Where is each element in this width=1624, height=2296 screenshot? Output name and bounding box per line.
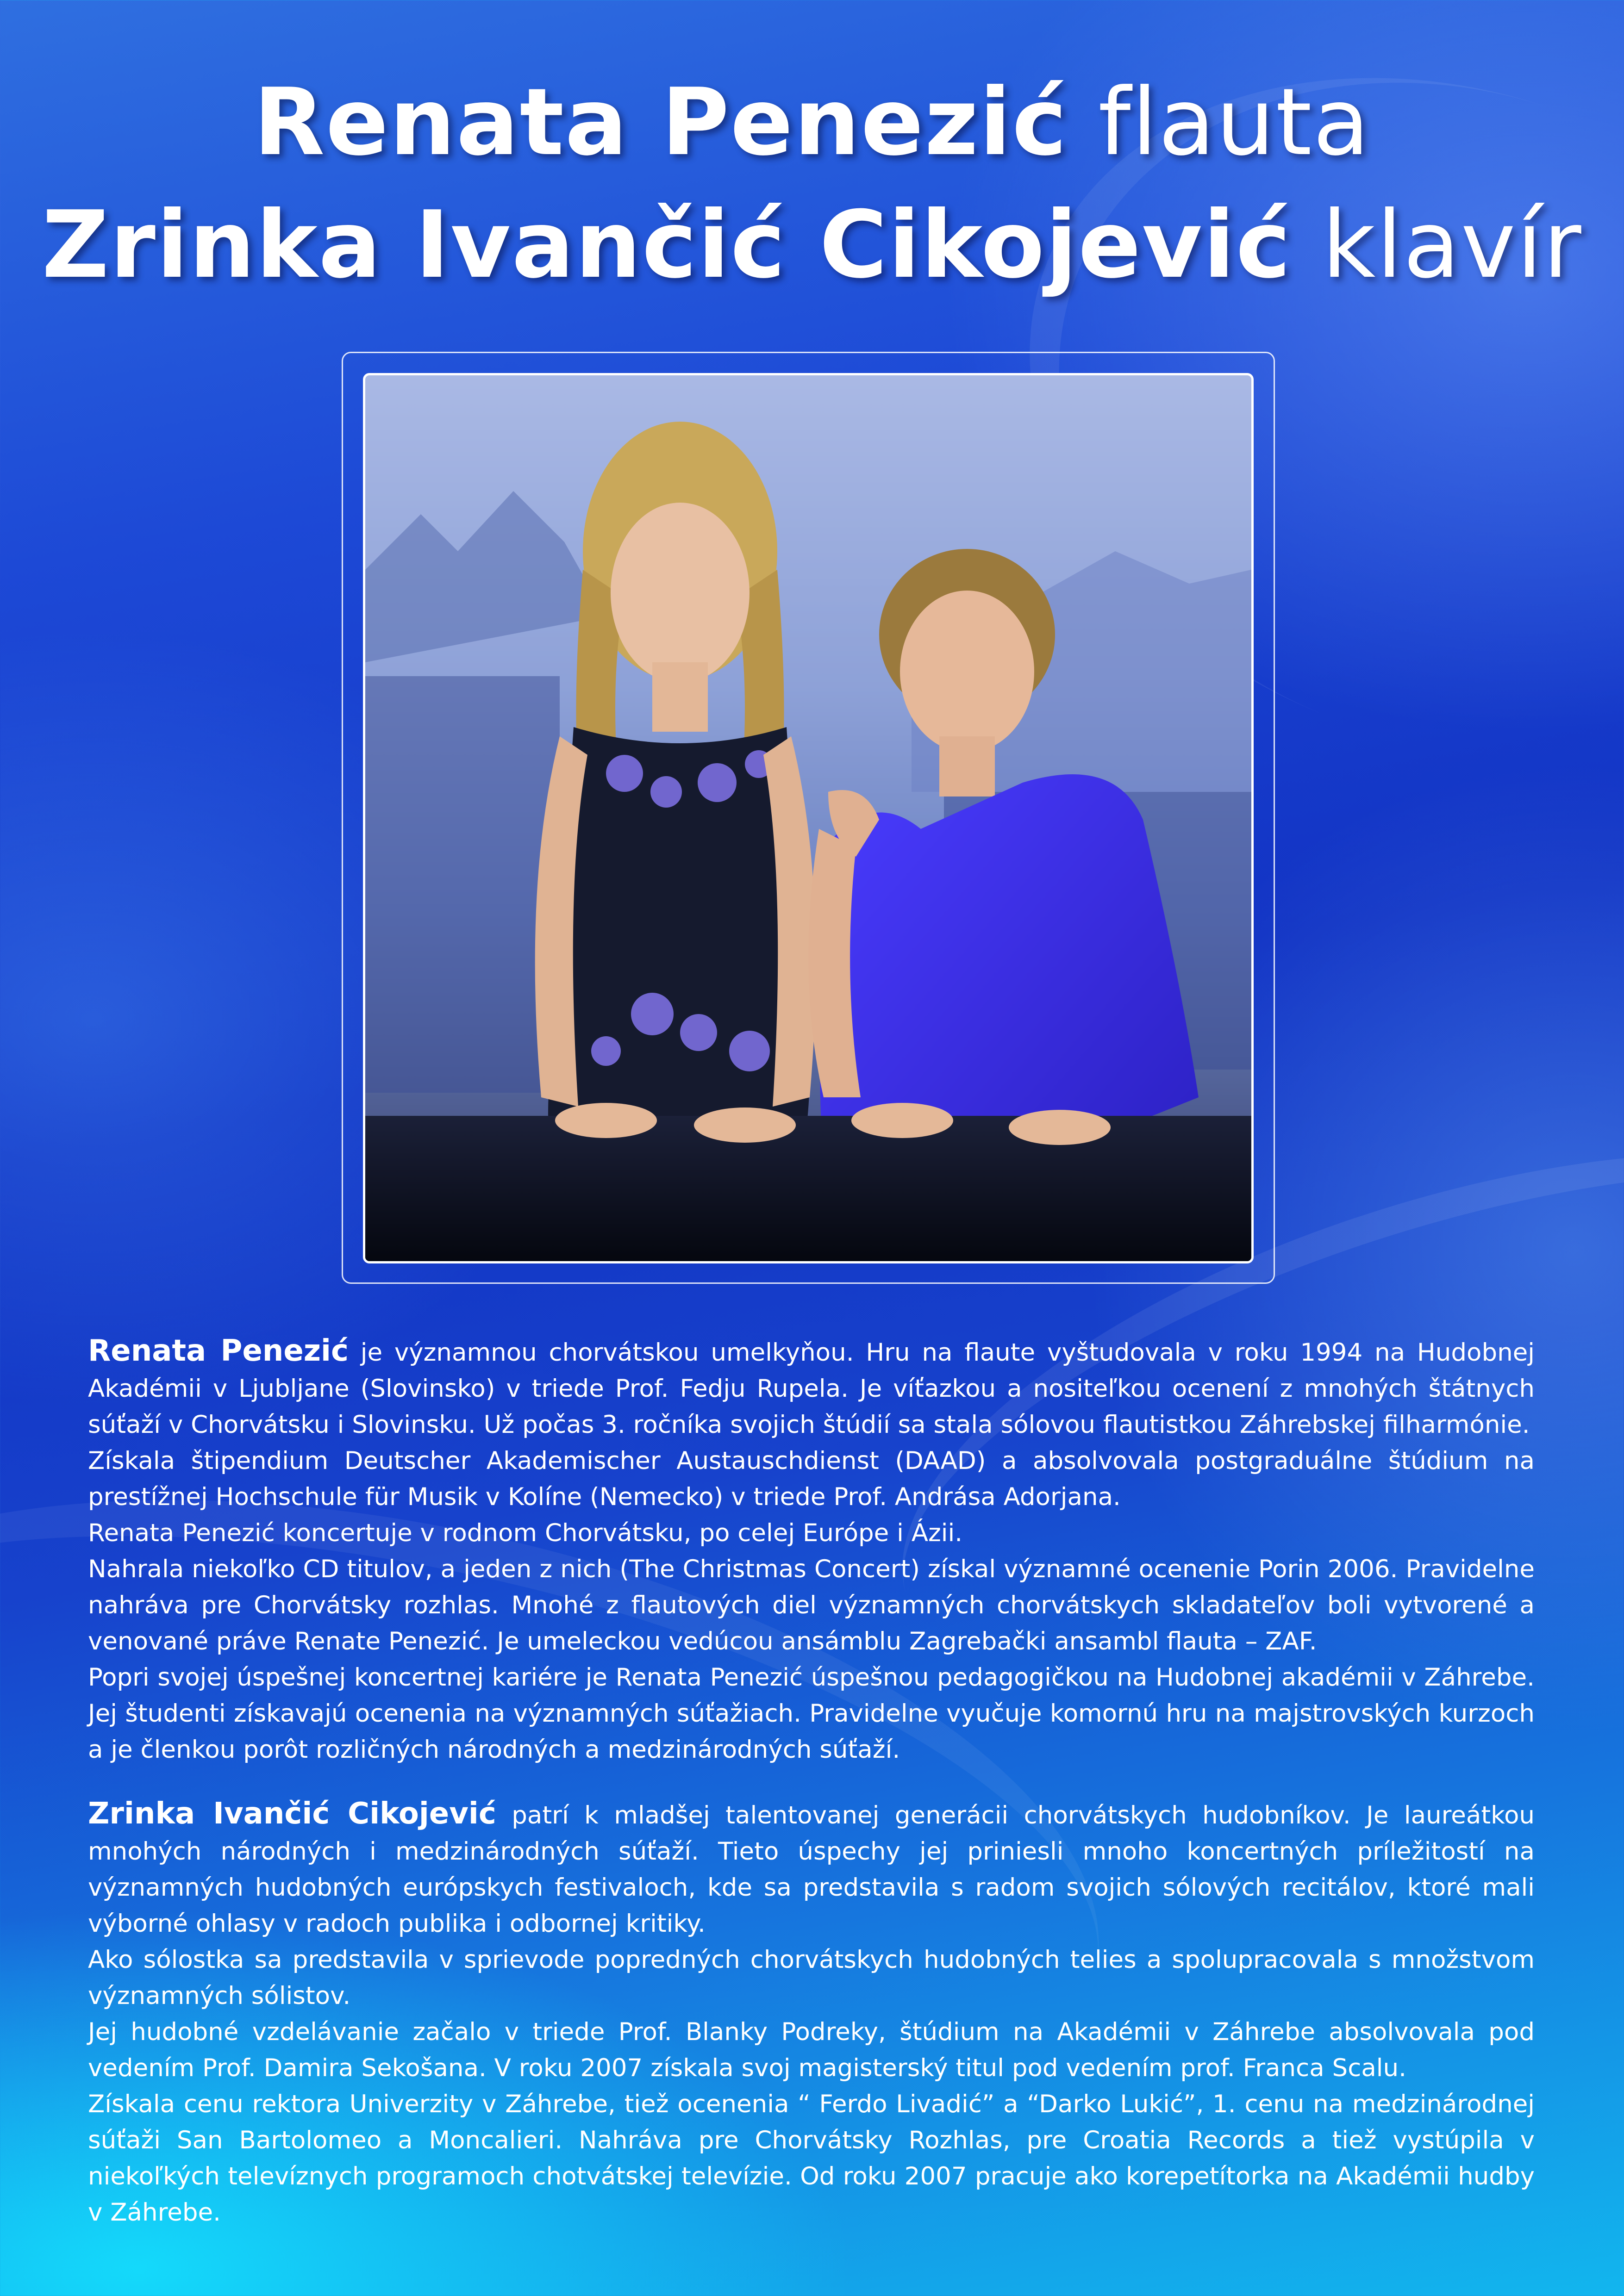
portrait-photo — [363, 373, 1254, 1263]
bio-paragraph — [88, 1796, 1535, 1942]
performer-name-2: Zrinka Ivančić Cikojević — [42, 191, 1292, 299]
title-line-1 — [0, 67, 1624, 178]
face-right — [900, 591, 1034, 753]
hand — [851, 1103, 953, 1138]
performer-name-1: Renata Penezić — [253, 68, 1068, 176]
bio-zrinka — [88, 1796, 1535, 2231]
hand — [555, 1103, 657, 1138]
performer-instrument-1: flauta — [1098, 68, 1371, 176]
bio-text: je významnou chorvátskou umelkyňou. Hru na flaute vyštudovala v roku 1994 na Hudobnej Akadémii v Ljubljane (Slovinsko) v triede Prof. Fedju Rupela. Je víťazkou a nositeľkou ocenení z mnohých štátnych súťaží v Chorvátsku i Slovinsku. Už počas 3. ročníka svojich štúdií sa stala sólovou flautistkou Záhrebskej filharmónie. — [88, 1338, 1535, 1439]
bio-paragraph: Získala štipendium Deutscher Akademischer Austauschdienst (DAAD) a absolvovala postgraduálne štúdium na prestížnej Hochschule für Musik v Kolíne (Nemecko) v triede Prof. Andrása Adorjana. — [88, 1447, 1535, 1511]
bio-paragraph: Získala cenu rektora Univerzity v Záhrebe, tiež ocenenia “ Ferdo Livadić” a “Darko Lukić”, 1. cenu na medzinárodnej súťaži San Bartolomeo a Moncalieri. Nahráva pre Chorvátsky Rozhlas, pre Croatia Records a tiež vystúpila v niekoľkých televíznych programoch chotvátskej televízie. Od roku 2007 pracuje ako korepetítorka na Akadémii hudby v Záhrebe. — [88, 2090, 1535, 2227]
portrait-illustration — [365, 375, 1251, 1261]
bio-paragraph: Renata Penezić koncertuje v rodnom Chorvátsku, po celej Európe i Ázii. — [88, 1519, 963, 1547]
hand — [694, 1108, 796, 1143]
photo-frame — [342, 352, 1275, 1284]
bio-name: Zrinka Ivančić Cikojević — [88, 1797, 496, 1831]
bio-paragraph: Jej hudobné vzdelávanie začalo v triede Prof. Blanky Podreky, štúdium na Akadémii v Záhrebe absolvovala pod vedením Prof. Damira Sekošana. V roku 2007 získala svoj magisterský titul pod vedením prof. Franca Scalu. — [88, 2018, 1535, 2082]
neck-left — [652, 662, 708, 732]
table — [365, 1116, 1251, 1261]
bio-paragraph: Nahrala niekoľko CD titulov, a jeden z nich (The Christmas Concert) získal významné ocenenie Porin 2006. Pravidelne nahráva pre Chorvátsky rozhlas. Mnohé z flautových diel významných chorvátskych skladateľov boli vytvorené a venované práve Renate Penezić. Je umeleckou vedúcou ansámblu Zagrebački ansambl flauta – ZAF. — [88, 1555, 1535, 1655]
bio-renata — [88, 1333, 1535, 1768]
hand — [1009, 1110, 1111, 1145]
bio-name: Renata Penezić — [88, 1334, 349, 1368]
bio-text: patrí k mladšej talentovanej generácii chorvátskych hudobníkov. Je laureátkou mnohých národných i medzinárodných súťaží. Tieto úspechy jej priniesli mnoho koncertných príležitostí na významných hudobných európskych festivaloch, kde sa predstavila s radom svojich sólových recitálov, ktoré mali výborné ohlasy v radoch publika i odbornej kritiky. — [88, 1801, 1535, 1938]
building-silhouette — [365, 676, 560, 1093]
title-line-2 — [0, 190, 1624, 301]
bio-paragraph: Popri svojej úspešnej koncertnej kariére je Renata Penezić úspešnou pedagogičkou na Hudobnej akadémii v Záhrebe. Jej študenti získavajú ocenenia na významných súťažiach. Pravidelne vyučuje komornú hru na majstrovských kurzoch a je členkou porôt rozličných národných a medzinárodných súťaží. — [88, 1663, 1535, 1764]
bio-paragraph: Ako sólostka sa predstavila v sprievode popredných chorvátskych hudobných telies a spolupracovala s množstvom významných sólistov. — [88, 1946, 1535, 2010]
performer-instrument-2: klavír — [1322, 191, 1582, 299]
face-left — [611, 503, 750, 683]
bio-paragraph — [88, 1333, 1535, 1443]
neck-right — [939, 736, 995, 796]
